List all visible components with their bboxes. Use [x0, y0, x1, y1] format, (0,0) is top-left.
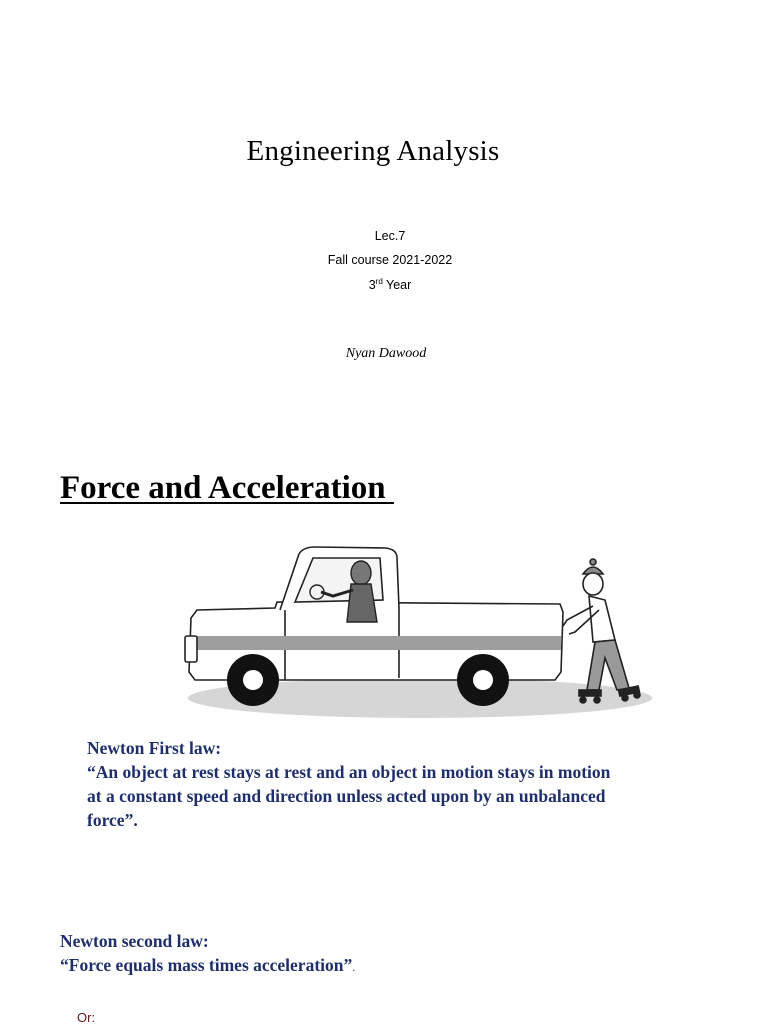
second-law-period: . [352, 960, 356, 974]
second-law-statement: “Force equals mass times acceleration” [60, 955, 353, 975]
author-name: Nyan Dawood [345, 346, 427, 361]
person-legs [587, 640, 629, 690]
or-label: Or: [77, 1010, 96, 1025]
second-law-statement-line [60, 953, 680, 979]
driver-head [351, 561, 371, 585]
first-law-line-3: force”. [87, 810, 138, 830]
first-law-line-1: “An object at rest stays at rest and an object in motion stays in motion [87, 762, 611, 782]
body-stripe [191, 636, 561, 650]
pushing-person [563, 559, 640, 703]
year-suffix: rd [375, 277, 383, 286]
front-wheel [227, 654, 279, 706]
rear-wheel [457, 654, 509, 706]
front-bumper [185, 636, 197, 662]
left-skate [579, 690, 601, 696]
year-word: Year [386, 278, 412, 293]
person-head [583, 573, 603, 595]
newton-second-law [60, 929, 680, 979]
lecture-number: Lec.7 [374, 229, 406, 243]
first-law-label: Newton First law: [87, 738, 222, 758]
hat-pom [590, 559, 596, 565]
course-term: Fall course 2021-2022 [327, 253, 453, 267]
person-torso [589, 596, 615, 642]
first-law-line-2: at a constant speed and direction unless acted upon by an unbalanced [87, 786, 606, 806]
document-title: Engineering Analysis [246, 135, 500, 167]
section-heading: Force and Acceleration [60, 470, 394, 506]
second-law-label: Newton second law: [60, 931, 209, 951]
year-number: 3 [368, 278, 376, 293]
course-year [0, 277, 768, 292]
truck-push-illustration [175, 540, 665, 725]
newton-first-law [87, 736, 707, 832]
